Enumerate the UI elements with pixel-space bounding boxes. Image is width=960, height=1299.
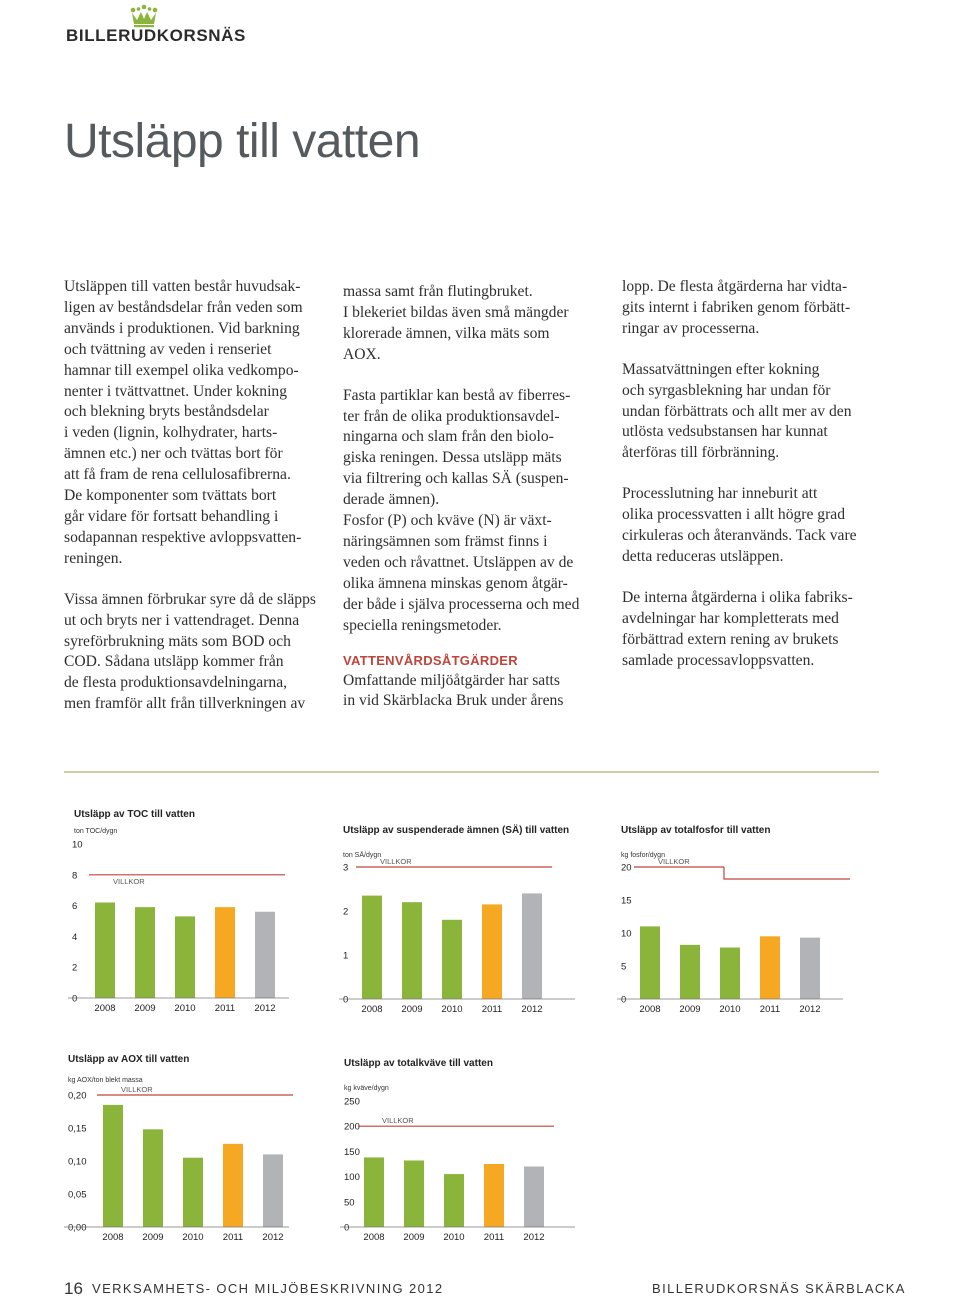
bar-2009 [143, 1129, 163, 1227]
bar-2009 [135, 907, 155, 998]
y-tick-label: 0,15 [68, 1123, 87, 1135]
bar-2010 [444, 1174, 464, 1227]
bar-2008 [362, 896, 382, 999]
x-tick-label: 2008 [102, 1232, 124, 1243]
y-tick-label: 4 [72, 931, 78, 943]
chart-unit-label: ton SÄ/dygn [343, 852, 382, 859]
y-tick-label: 250 [344, 1096, 360, 1108]
x-tick-label: 2010 [443, 1232, 465, 1243]
section-heading: VATTENVÅRDSÅTGÄRDER [343, 652, 518, 668]
logo-text: BILLERUDKORSNÄS [66, 26, 246, 45]
bar-2009 [404, 1160, 424, 1227]
bar-2012 [800, 938, 820, 999]
chart-unit-label: kg fosfor/dygn [621, 852, 665, 859]
chart-title: Utsläpp av TOC till vatten [74, 809, 195, 820]
x-tick-label: 2012 [799, 1004, 821, 1015]
limit-label: VILLKOR [121, 1085, 153, 1094]
paragraph: lopp. De flesta åtgärderna har vidta- gits internt i fabriken genom förbätt- ringar av processerna. [622, 278, 851, 337]
y-tick-label: 15 [621, 895, 632, 907]
bar-2010 [442, 920, 462, 999]
paragraph: Processlutning har inneburit att olika processvatten i allt högre grad cirkuleras och återanvänds. Tack vare detta reduceras utsläppen. [622, 485, 857, 565]
x-tick-label: 2010 [182, 1232, 204, 1243]
x-tick-label: 2009 [679, 1004, 701, 1015]
x-tick-label: 2012 [254, 1003, 276, 1014]
paragraph: Fasta partiklar kan bestå av fiberres- ter från de olika produktionsavdel- ningarna och slam från den biolo- giska reningen. Dessa utsläpp mäts via filtrering och kallas SÄ (suspen- derade ämnen). Fosfor (P) och kväve (N) är växt- näringsämnen som främst finns i veden och råvattnet. Utsläppen av de olika ämnena minskas genom åtgär- der både i själva processerna och med speciella reningsmetoder. [343, 386, 580, 634]
y-tick-label: 200 [344, 1121, 360, 1133]
limit-label: VILLKOR [113, 876, 145, 886]
bar-2009 [402, 902, 422, 999]
bar-2012 [524, 1167, 544, 1227]
x-tick-label: 2010 [441, 1004, 463, 1015]
y-tick-label: 0,20 [68, 1090, 87, 1102]
bar-2010 [720, 948, 740, 999]
y-tick-label: 0,05 [68, 1189, 87, 1201]
page-number: 16 [64, 1279, 83, 1298]
x-tick-label: 2009 [403, 1232, 425, 1243]
bar-2009 [680, 945, 700, 999]
x-tick-label: 2011 [481, 1004, 503, 1015]
bar-2011 [223, 1144, 243, 1227]
x-tick-label: 2012 [523, 1232, 545, 1243]
chart-unit-label: ton TOC/dygn [74, 828, 118, 835]
x-tick-label: 2011 [222, 1232, 244, 1243]
y-tick-label: 0 [343, 994, 349, 1006]
limit-label: VILLKOR [382, 1116, 414, 1126]
chart-title: Utsläpp av AOX till vatten [68, 1054, 190, 1065]
y-tick-label: 150 [344, 1146, 360, 1158]
y-tick-label: 10 [72, 839, 83, 851]
footer-site: BILLERUDKORSNÄS SKÄRBLACKA [652, 1281, 906, 1296]
footer-publication: VERKSAMHETS- OCH MILJÖBESKRIVNING 2012 [92, 1281, 444, 1296]
y-tick-label: 20 [621, 862, 632, 874]
limit-step [724, 867, 850, 879]
bar-2012 [255, 912, 275, 998]
x-tick-label: 2011 [759, 1004, 781, 1015]
x-tick-label: 2012 [521, 1004, 543, 1015]
y-tick-label: 6 [72, 901, 78, 913]
x-tick-label: 2008 [363, 1232, 385, 1243]
paragraph: Massatvättningen efter kokning och syrgasblekning har undan för undan förbättrats och allt mer av den utlösta vedsubstansen har kunnat återföras till förbränning. [622, 360, 852, 462]
bar-2008 [103, 1105, 123, 1227]
y-tick-label: 0 [621, 994, 627, 1006]
x-tick-label: 2008 [94, 1003, 116, 1014]
x-tick-label: 2010 [719, 1004, 741, 1015]
y-tick-label: 0,00 [68, 1222, 87, 1234]
y-tick-label: 2 [343, 906, 349, 918]
x-tick-label: 2009 [134, 1003, 156, 1014]
paragraph: Utsläppen till vatten består huvudsak- ligen av beståndsdelar från veden som används i produktionen. Vid barkning och tvättning av veden i renseriet hamnar till exempel olika vedkompo- nenter i tvättvattnet. Under kokning och blekning bryts beståndsdelar i veden (lignin, kolhydrater, harts- ämnen etc.) ner och tvättas bort för att få fram de rena cellulosafibrerna. De komponenter som tvättats bort går vidare för fortsatt behandling i sodapannan respektive avloppsvatten- reningen. [64, 278, 303, 567]
bar-2012 [522, 893, 542, 999]
bar-2011 [484, 1164, 504, 1227]
text-column-3 [622, 277, 890, 672]
bar-2011 [482, 904, 502, 999]
chart-title: Utsläpp av totalkväve till vatten [344, 1058, 493, 1069]
y-tick-label: 5 [621, 961, 627, 973]
paragraph: Vissa ämnen förbrukar syre då de släpps ut och bryts ner i vattendraget. Denna syreförbrukning mäts som BOD och COD. Sådana utsläpp kommer från de flesta produktionsavdelningarna, men framför allt från tillverkningen av [64, 590, 316, 713]
y-tick-label: 2 [72, 962, 78, 974]
chart-unit-label: kg AOX/ton blekt massa [68, 1077, 143, 1084]
y-tick-label: 0 [72, 993, 78, 1005]
bar-2011 [215, 907, 235, 998]
x-tick-label: 2011 [214, 1003, 236, 1014]
x-tick-label: 2008 [361, 1004, 383, 1015]
chart-unit-label: kg kväve/dygn [344, 1085, 389, 1092]
x-tick-label: 2010 [174, 1003, 196, 1014]
page-title: Utsläpp till vatten [64, 115, 421, 168]
bar-2010 [183, 1158, 203, 1227]
crown-icon [128, 4, 160, 28]
x-tick-label: 2009 [401, 1004, 423, 1015]
paragraph: massa samt från flutingbruket. I blekeriet bildas även små mängder klorerade ämnen, vilka mäts som AOX. [343, 283, 569, 363]
y-tick-label: 10 [621, 928, 632, 940]
chart-title: Utsläpp av suspenderade ämnen (SÄ) till vatten [343, 825, 570, 836]
y-tick-label: 50 [344, 1197, 355, 1209]
bar-2008 [364, 1157, 384, 1227]
limit-label: VILLKOR [658, 857, 690, 866]
x-tick-label: 2009 [142, 1232, 164, 1243]
paragraph: De interna åtgärderna i olika fabriks- avdelningar har kompletterats med förbättrad extern rening av brukets samlade processavloppsvatten. [622, 588, 853, 669]
x-tick-label: 2011 [483, 1232, 505, 1243]
bar-2008 [95, 903, 115, 998]
chart-title: Utsläpp av totalfosfor till vatten [621, 825, 771, 836]
y-tick-label: 8 [72, 870, 78, 882]
y-tick-label: 0 [344, 1222, 350, 1234]
limit-label: VILLKOR [380, 857, 412, 866]
x-tick-label: 2012 [262, 1232, 284, 1243]
y-tick-label: 1 [343, 950, 349, 962]
y-tick-label: 3 [343, 862, 349, 874]
text-column-1 [64, 277, 334, 715]
text-column-2 [343, 282, 611, 712]
section-divider [64, 771, 879, 773]
bar-2011 [760, 936, 780, 999]
bar-2008 [640, 926, 660, 999]
bar-2010 [175, 916, 195, 998]
x-tick-label: 2008 [639, 1004, 661, 1015]
y-tick-label: 0,10 [68, 1156, 87, 1168]
y-tick-label: 100 [344, 1172, 360, 1184]
bar-2012 [263, 1154, 283, 1227]
paragraph: Omfattande miljöåtgärder har satts in vid Skärblacka Bruk under årens [343, 671, 564, 710]
